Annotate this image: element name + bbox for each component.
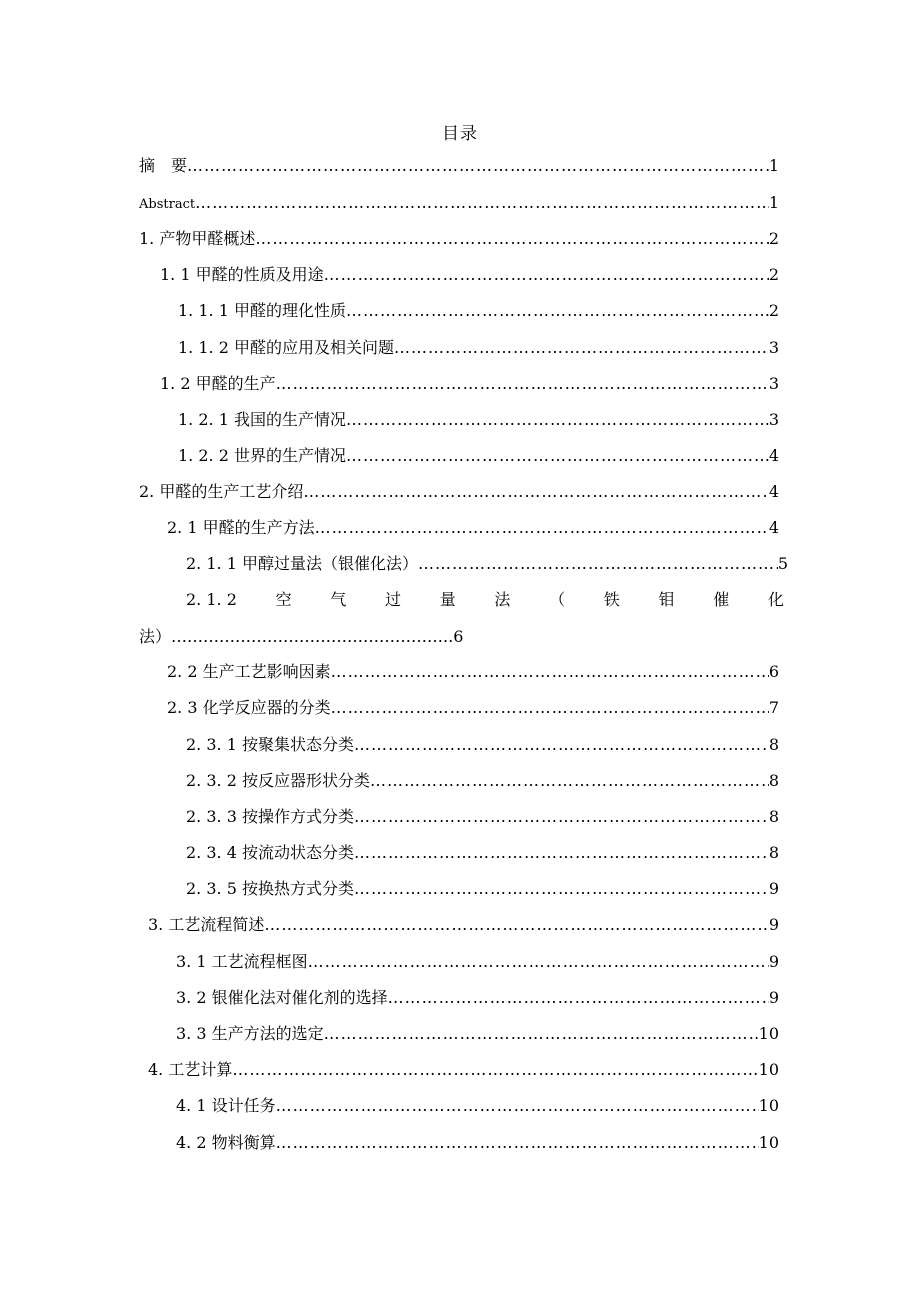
toc-entry-label: 2. 2 生产工艺影响因素 [167, 662, 331, 681]
toc-leader-dots [346, 408, 769, 432]
toc-entry[interactable] [178, 408, 779, 432]
toc-entry-page: 8 [768, 735, 779, 754]
toc-entry-word: （ [549, 590, 566, 609]
toc-entry-word: 过 [384, 590, 401, 609]
toc-entry-page: 4 [768, 518, 779, 537]
toc-leader-dots [354, 877, 769, 901]
toc-entry[interactable] [176, 950, 779, 974]
toc-entry[interactable] [176, 1022, 779, 1046]
toc-entry-page: 1 [768, 156, 779, 175]
toc-entry-label: 2. 1 甲醛的生产方法 [167, 518, 315, 537]
toc-entry[interactable] [186, 733, 779, 757]
toc-entry-label: 1. 1. 1 甲醛的理化性质 [178, 301, 346, 320]
toc-leader-dots [354, 841, 769, 865]
toc-entry-wrapped-line2[interactable] [139, 625, 463, 649]
toc-leader-dots [232, 1058, 758, 1082]
toc-entry-label: 3. 工艺流程简述 [148, 915, 265, 934]
toc-entry-page: 9 [768, 988, 779, 1007]
toc-entry-label: 摘 要 [139, 156, 188, 175]
toc-entry[interactable] [139, 480, 779, 504]
toc-entry[interactable] [186, 552, 788, 576]
toc-entry[interactable] [186, 841, 779, 865]
toc-entry[interactable] [139, 227, 779, 251]
toc-leader-dots [394, 336, 769, 360]
toc-entry-page: 9 [768, 915, 779, 934]
toc-entry-label: 2. 甲醛的生产工艺介绍 [139, 482, 304, 501]
toc-entry-label: 1. 1. 2 甲醛的应用及相关问题 [178, 338, 394, 357]
toc-entry-label: 2. 3. 2 按反应器形状分类 [186, 771, 370, 790]
toc-entry[interactable] [160, 263, 779, 287]
toc-entry-word: 铁 [603, 590, 620, 609]
toc-entry-page: 10 [758, 1096, 779, 1115]
toc-entry-word: 2. 1. 2 [186, 590, 237, 609]
toc-entry[interactable] [176, 986, 779, 1010]
toc-entry-word: 气 [330, 590, 347, 609]
toc-entry-word: 钼 [658, 590, 675, 609]
toc-leader-dots [324, 263, 769, 287]
toc-entry-label: 2. 3. 5 按换热方式分类 [186, 879, 354, 898]
toc-entry-page: 5 [777, 554, 788, 573]
toc-entry-page: 10 [758, 1060, 779, 1079]
toc-entry-label: 2. 3. 4 按流动状态分类 [186, 843, 354, 862]
toc-leader-dots [315, 516, 769, 540]
toc-leader-dots [264, 913, 768, 937]
toc-entry-page: 3 [768, 410, 779, 429]
toc-entry[interactable] [167, 516, 779, 540]
toc-leader-dots [346, 299, 769, 323]
toc-entry-page: 9 [768, 879, 779, 898]
toc-entry[interactable] [139, 154, 779, 178]
toc-entry-page: 4 [768, 446, 779, 465]
toc-entry[interactable] [186, 805, 779, 829]
toc-leader-dots [388, 986, 769, 1010]
toc-entry[interactable] [178, 299, 779, 323]
toc-entry-label: 法）…………………………………………….. [139, 627, 454, 646]
toc-entry-page: 8 [768, 807, 779, 826]
toc-entry-label: 3. 2 银催化法对催化剂的选择 [176, 988, 388, 1007]
toc-leader-dots [354, 805, 769, 829]
toc-entry-wrapped-line1[interactable] [186, 588, 784, 612]
toc-entry[interactable] [186, 877, 779, 901]
toc-leader-dots [303, 480, 768, 504]
toc-leader-dots [276, 372, 769, 396]
toc-entry[interactable] [148, 913, 779, 937]
toc-leader-dots [276, 1131, 759, 1155]
toc-entry-label: 4. 工艺计算 [148, 1060, 233, 1079]
toc-entry[interactable] [167, 660, 779, 684]
toc-entry-label: 2. 3 化学反应器的分类 [167, 698, 331, 717]
toc-entry-page: 3 [768, 374, 779, 393]
toc-entry-label: 4. 2 物料衡算 [176, 1133, 276, 1152]
toc-entry-page: 6 [453, 627, 464, 646]
toc-leader-dots [346, 444, 769, 468]
toc-entry[interactable] [178, 444, 779, 468]
toc-entry-page: 10 [758, 1024, 779, 1043]
toc-entry-label: 2. 3. 3 按操作方式分类 [186, 807, 354, 826]
toc-entry-word: 法 [494, 590, 511, 609]
toc-entry-page: 8 [768, 771, 779, 790]
toc-leader-dots [255, 227, 768, 251]
toc-entry-label: 1. 1 甲醛的性质及用途 [160, 265, 324, 284]
toc-entry[interactable] [167, 696, 779, 720]
toc-entry-label: 2. 3. 1 按聚集状态分类 [186, 735, 354, 754]
toc-entry[interactable] [176, 1094, 779, 1118]
toc-entry-word: 空 [275, 590, 292, 609]
toc-entry-label: 1. 2. 2 世界的生产情况 [178, 446, 346, 465]
toc-entry-label: 3. 3 生产方法的选定 [176, 1024, 324, 1043]
toc-entry-word: 催 [713, 590, 730, 609]
toc-leader-dots [331, 696, 769, 720]
toc-entry-label: 4. 1 设计任务 [176, 1096, 276, 1115]
toc-entry-label: Abstract [139, 197, 196, 212]
toc-entry-label: 1. 产物甲醛概述 [139, 229, 256, 248]
toc-entry[interactable] [186, 769, 779, 793]
toc-entry-page: 10 [758, 1133, 779, 1152]
toc-entry-word: 量 [439, 590, 456, 609]
toc-entry-page: 1 [768, 193, 779, 212]
toc-leader-dots [324, 1022, 759, 1046]
toc-leader-dots [418, 552, 778, 576]
toc-entry-page: 8 [768, 843, 779, 862]
toc-entry[interactable] [148, 1058, 779, 1082]
toc-entry-page: 2 [768, 265, 779, 284]
toc-entry[interactable] [178, 336, 779, 360]
toc-entry[interactable] [160, 372, 779, 396]
toc-entry[interactable] [139, 191, 779, 215]
toc-leader-dots [331, 660, 769, 684]
toc-entry-word: 化 [767, 590, 784, 609]
toc-entry-label: 1. 2. 1 我国的生产情况 [178, 410, 346, 429]
toc-entry-page: 2 [768, 301, 779, 320]
toc-entry-page: 2 [768, 229, 779, 248]
toc-entry-page: 9 [768, 952, 779, 971]
toc-leader-dots [370, 769, 769, 793]
toc-entry-label: 2. 1. 1 甲醇过量法（银催化法） [186, 554, 418, 573]
toc-entry-page: 3 [768, 338, 779, 357]
toc-entry-page: 4 [768, 482, 779, 501]
toc-entry[interactable] [176, 1131, 779, 1155]
toc-entry-page: 7 [768, 698, 779, 717]
toc-leader-dots [195, 191, 769, 215]
toc-leader-dots [276, 1094, 759, 1118]
toc-leader-dots [308, 950, 769, 974]
toc-title: 目录 [442, 124, 478, 144]
toc-entry-label: 1. 2 甲醛的生产 [160, 374, 276, 393]
toc-entry-page: 6 [768, 662, 779, 681]
toc-leader-dots [187, 154, 769, 178]
toc-entry-label: 3. 1 工艺流程框图 [176, 952, 308, 971]
toc-leader-dots [354, 733, 769, 757]
